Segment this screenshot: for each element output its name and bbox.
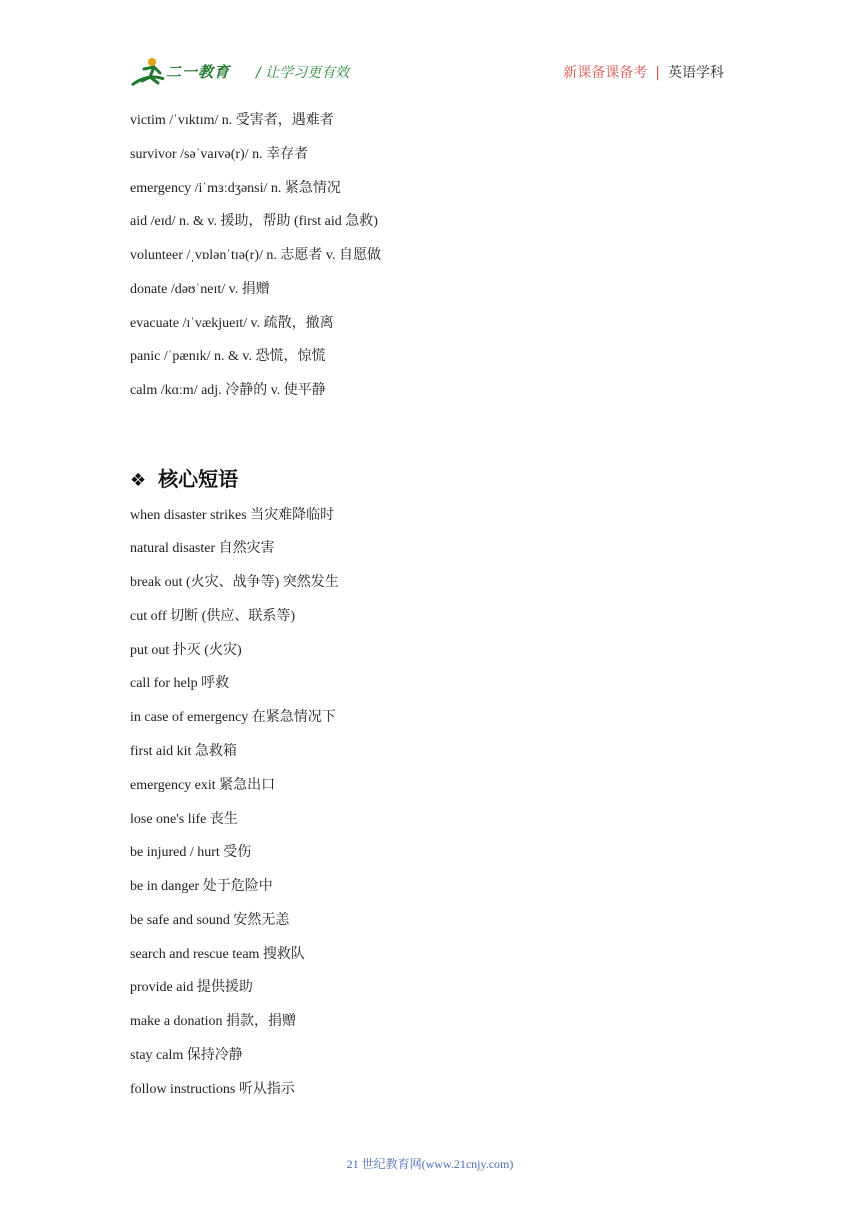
phrase-item: break out (火灾、战争等) 突然发生 [130,575,339,590]
phrase-item: be safe and sound 安然无恙 [130,913,290,928]
phrase-item: when disaster strikes 当灾难降临时 [130,508,335,523]
phrase-item: cut off 切断 (供应、联系等) [130,609,295,624]
phrase-item: lose one's life 丧生 [130,812,238,827]
vocab-item: donate /dəʊˈneɪt/ v. 捐赠 [130,282,270,297]
phrase-item: first aid kit 急救箱 [130,744,237,759]
logo-text: 二一教育 [166,63,231,81]
phrase-item: be in danger 处于危险中 [130,879,273,894]
phrase-item: natural disaster 自然灾害 [130,541,275,556]
page-footer: 21 世纪教育网(www.21cnjy.com) [346,1157,514,1171]
vocab-item: survivor /səˈvaɪvə(r)/ n. 幸存者 [130,147,309,162]
vocab-item: evacuate /ɪˈvækjueɪt/ v. 疏散，撤离 [130,316,334,331]
header-course-label: 新课备课备考 [563,65,648,81]
header-right [563,62,724,82]
phrase-item: put out 扑灭 (火灾) [130,643,242,658]
vocab-item: volunteer /ˌvɒlənˈtɪə(r)/ n. 志愿者 v. 自愿做 [130,248,381,263]
phrase-item: follow instructions 听从指示 [130,1082,295,1097]
phrase-item: emergency exit 紧急出口 [130,778,276,793]
vocab-item: aid /eɪd/ n. & v. 援助，帮助 (first aid 急救) [130,214,378,229]
phrase-item: provide aid 提供援助 [130,980,253,995]
section-title-text: 核心短语 [158,467,239,491]
diamond-bullet-icon: ❖ [130,470,147,491]
vocab-item: panic /ˈpænɪk/ n. & v. 恐慌，惊慌 [130,349,326,364]
phrase-item: call for help 呼救 [130,676,230,691]
phrase-item: stay calm 保持冷静 [130,1048,243,1063]
section-title [130,463,238,492]
vocab-item: victim /ˈvɪktɪm/ n. 受害者，遇难者 [130,113,334,128]
slogan: / 让学习更有效 [256,65,350,81]
page-header [0,0,860,100]
phrase-item: in case of emergency 在紧急情况下 [130,710,336,725]
phrase-item: be injured / hurt 受伤 [130,845,252,860]
header-subject: 英语学科 [668,65,724,81]
vocab-item: calm /kɑːm/ adj. 冷静的 v. 使平静 [130,383,326,398]
header-separator: | [655,65,660,81]
phrase-item: search and rescue team 搜救队 [130,947,305,962]
vocab-item: emergency /iˈmɜːdʒənsi/ n. 紧急情况 [130,181,341,196]
phrase-item: make a donation 捐款，捐赠 [130,1014,297,1029]
